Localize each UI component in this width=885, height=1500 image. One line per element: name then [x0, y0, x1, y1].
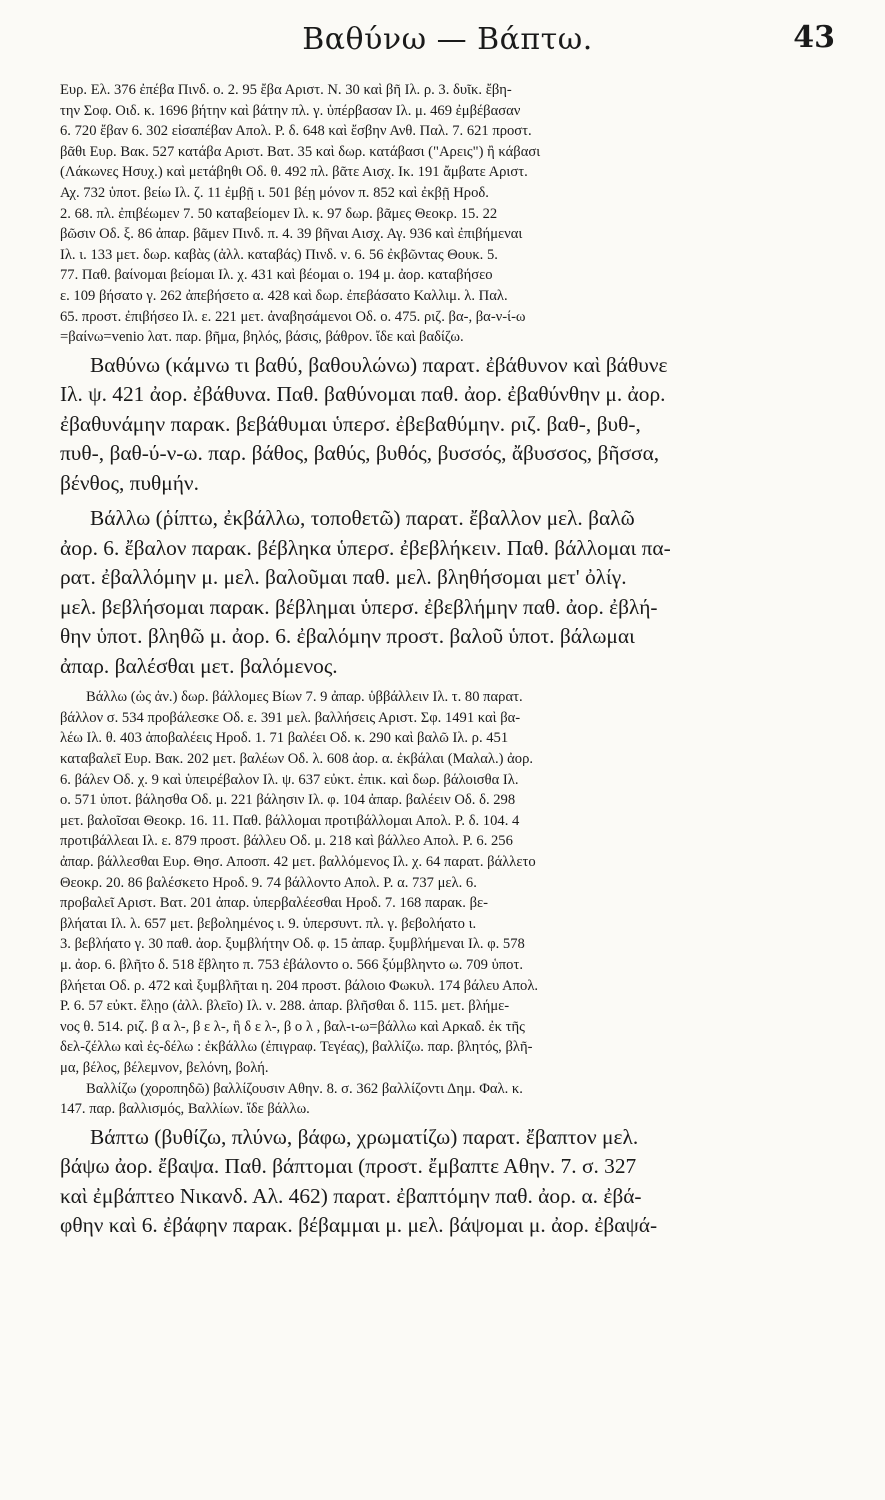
entry-line: 3. βεβλήατο γ. 30 παθ. ἀορ. ξυμβλήτην Οδ. φ. 15 ἀπαρ. ξυμβλήμεναι Ιλ. φ. 578 [60, 936, 525, 953]
entry-line: πυθ-, βαθ-ύ-ν-ω. παρ. βάθος, βαθύς, βυθός, βυσσός, ἄβυσσος, βῆσσα, [60, 441, 660, 466]
entry-line: φθην καὶ 6. ἐβάφην παρακ. βέβαμμαι μ. μελ. βάψομαι μ. ἀορ. ἐβαψά- [60, 1213, 658, 1238]
entry-line: ἀπαρ. βάλλεσθαι Ευρ. Θησ. Αποσπ. 42 μετ. βαλλόμενος Ιλ. χ. 64 παρατ. βάλλετο [60, 853, 536, 870]
entry-bathyno [60, 351, 835, 499]
dictionary-body [60, 80, 835, 1247]
entry-line: ο. 571 ὑποτ. βάλησθα Οδ. μ. 221 βάλησιν Ιλ. φ. 104 ἀπαρ. βαλέειν Οδ. δ. 298 [60, 792, 516, 809]
entry-line: μελ. βεβλήσομαι παρακ. βέβλημαι ὑπερσ. ἐβεβλήμην παθ. ἀορ. ἐβλή- [60, 594, 658, 619]
entry-line: ἀπαρ. βαλέσθαι μετ. βαλόμενος. [60, 653, 338, 678]
entry-line: την Σοφ. Οιδ. κ. 1696 βήτην καὶ βάτην πλ. γ. ὑπέρβασαν Ιλ. μ. 469 ἐμβέβασαν [60, 102, 521, 119]
entry-line: 65. προστ. ἐπιβήσεο Ιλ. ε. 221 μετ. ἀναβησάμενοι Οδ. ο. 475. ριζ. βα-, βα-ν-ί-ω [60, 308, 526, 325]
entry-ballizo [60, 1079, 835, 1120]
entry-line: μ. ἀορ. 6. βλῆτο δ. 518 ἔβλητο π. 753 ἐβάλοντο ο. 566 ξύμβληντο ω. 709 ὑποτ. [60, 956, 523, 973]
running-head: Βαθύνω — Βάπτω. [302, 22, 593, 57]
entry-line: βλήαται Ιλ. λ. 657 μετ. βεβολημένος ι. 9. ὑπερσυντ. πλ. γ. βεβολήατο ι. [60, 915, 477, 932]
entry-line: 77. Παθ. βαίνομαι βείομαι Ιλ. χ. 431 καὶ βέομαι ο. 194 μ. ἀορ. καταβήσεο [60, 267, 493, 284]
entry-line: Ρ. 6. 57 εὐκτ. ἔλῃο (ἀλλ. βλεῖο) Ιλ. ν. 288. ἀπαρ. βλῆσθαι δ. 115. μετ. βλήμε- [60, 998, 510, 1015]
entry-line: Βάλλω (ῥίπτω, ἐκβάλλω, τοποθετῶ) παρατ. ἔβαλλον μελ. βαλῶ [90, 506, 635, 531]
entry-line: ε. 109 βήσατο γ. 262 ἀπεβήσετο α. 428 καὶ δωρ. ἐπεβάσατο Καλλιμ. λ. Παλ. [60, 287, 508, 304]
entry-line: καὶ ἐμβάπτεο Νικανδ. Αλ. 462) παρατ. ἐβαπτόμην παθ. ἀορ. α. ἐβά- [60, 1183, 642, 1208]
page-number: 43 [793, 20, 835, 55]
entry-line: 6. 720 ἔβαν 6. 302 εἰσαπέβαν Απολ. Ρ. δ. 648 καὶ ἔσβην Ανθ. Παλ. 7. 621 προστ. [60, 123, 532, 140]
entry-line: βλήεται Οδ. ρ. 472 καὶ ξυμβλῆται η. 204 προστ. βάλοιο Φωκυλ. 174 βάλευ Απολ. [60, 977, 539, 994]
entry-line: βένθος, πυθμήν. [60, 470, 199, 495]
entry-line: Βαλλίζω (χοροπηδῶ) βαλλίζουσιν Αθην. 8. σ. 362 βαλλίζοντι Δημ. Φαλ. κ. [86, 1080, 523, 1097]
entry-line: Ιλ. ι. 133 μετ. δωρ. καβὰς (ἀλλ. καταβάς) Πινδ. ν. 6. 56 ἐκβῶντας Θουκ. 5. [60, 246, 498, 263]
entry-line: Αχ. 732 ὑποτ. βείω Ιλ. ζ. 11 ἐμβῇ ι. 501 βέῃ μόνον π. 852 καὶ ἐκβῇ Ηροδ. [60, 184, 489, 201]
entry-line: θην ὑποτ. βληθῶ μ. ἀορ. 6. ἐβαλόμην προστ. βαλοῦ ὑποτ. βάλωμαι [60, 624, 635, 649]
entry-line: 2. 68. πλ. ἐπιβέωμεν 7. 50 καταβείομεν Ιλ. κ. 97 δωρ. βᾶμες Θεοκρ. 15. 22 [60, 205, 498, 222]
entry-line: 6. βάλεν Οδ. χ. 9 καὶ ὑπειρέβαλον Ιλ. ψ. 637 εὐκτ. ἐπικ. καὶ δωρ. βάλοισθα Ιλ. [60, 771, 519, 788]
entry-line: Βάλλω (ὡς ἀν.) δωρ. βάλλομες Βίων 7. 9 ἀπαρ. ὑββάλλειν Ιλ. τ. 80 παρατ. [86, 689, 523, 706]
entry-line: 147. παρ. βαλλισμός, Βαλλίων. ἴδε βάλλω. [60, 1101, 310, 1118]
entry-line: προτιβάλλεαι Ιλ. ε. 879 προστ. βάλλευ Οδ. μ. 218 καὶ βάλλεο Απολ. Ρ. 6. 256 [60, 833, 513, 850]
entry-line: Θεοκρ. 20. 86 βαλέσκετο Ηροδ. 9. 74 βάλλοντο Απολ. Ρ. α. 737 μελ. 6. [60, 874, 477, 891]
entry-line: Ιλ. ψ. 421 ἀορ. ἐβάθυνα. Παθ. βαθύνομαι παθ. ἀορ. ἐβαθύνθην μ. ἀορ. [60, 382, 666, 407]
entry-batheu-continued [60, 80, 835, 348]
entry-line: βᾶθι Ευρ. Βακ. 527 κατάβα Αριστ. Βατ. 35 καὶ δωρ. κατάβασι ("Αρεις") ἢ κάβασι [60, 143, 541, 160]
entry-line: Βαθύνω (κάμνω τι βαθύ, βαθουλώνω) παρατ. ἐβάθυνον καὶ βάθυνε [90, 352, 668, 377]
entry-line: ρατ. ἐβαλλόμην μ. μελ. βαλοῦμαι παθ. μελ. βληθήσομαι μετ' ὀλίγ. [60, 565, 627, 590]
entry-line: ἐβαθυνάμην παρακ. βεβάθυμαι ὑπερσ. ἐβεβαθύμην. ριζ. βαθ-, βυθ-, [60, 411, 641, 436]
entry-line: νος θ. 514. ριζ. β α λ-, β ε λ-, ἢ δ ε λ-, β ο λ , βαλ-ι-ω=βάλλω καὶ Αρκαδ. ἐκ τῆς [60, 1018, 525, 1035]
entry-ballo [60, 504, 835, 681]
entry-line: λέω Ιλ. θ. 403 ἀποβαλέεις Ηροδ. 1. 71 βαλέει Οδ. κ. 290 καὶ βαλῶ Ιλ. ρ. 451 [60, 730, 509, 747]
entry-line: βῶσιν Οδ. ξ. 86 ἀπαρ. βᾶμεν Πινδ. π. 4. 39 βῆναι Αισχ. Αγ. 936 καὶ ἐπιβήμεναι [60, 226, 523, 243]
entry-line: =βαίνω=venio λατ. παρ. βῆμα, βηλός, βάσις, βάθρον. ἴδε καὶ βαδίζω. [60, 329, 464, 346]
entry-line: μα, βέλος, βέλεμνον, βελόνη, βολή. [60, 1059, 269, 1076]
entry-line: Βάπτω (βυθίζω, πλύνω, βάφω, χρωματίζω) παρατ. ἔβαπτον μελ. [90, 1124, 639, 1149]
entry-line: Ευρ. Ελ. 376 ἐπέβα Πινδ. ο. 2. 95 ἔβα Αριστ. Ν. 30 καὶ βῆ Ιλ. ρ. 3. δυῖκ. ἔβη- [60, 82, 512, 98]
entry-line: (Λάκωνες Ησυχ.) καὶ μετάβηθι Οδ. θ. 492 πλ. βᾶτε Αισχ. Ικ. 191 ἄμβατε Αριστ. [60, 164, 528, 181]
page-header [60, 18, 835, 64]
entry-line: μετ. βαλοῖσαι Θεοκρ. 16. 11. Παθ. βάλλομαι προτιβάλλομαι Απολ. Ρ. δ. 104. 4 [60, 812, 520, 829]
entry-line: καταβαλεῖ Ευρ. Βακ. 202 μετ. βαλέων Οδ. λ. 608 ἀορ. α. ἐκβάλαι (Μαλαλ.) ἀορ. [60, 751, 534, 767]
entry-line: βάψω ἀορ. ἔβαψα. Παθ. βάπτομαι (προστ. ἔμβαπτε Αθην. 7. σ. 327 [60, 1154, 637, 1179]
entry-bapto [60, 1123, 835, 1241]
entry-line: προβαλεῖ Αριστ. Βατ. 201 ἀπαρ. ὑπερβαλέεσθαι Ηροδ. 7. 168 παρακ. βε- [60, 895, 489, 912]
entry-ballo-details [60, 687, 835, 1078]
entry-line: βάλλον σ. 534 προβάλεσκε Οδ. ε. 391 μελ. βαλλήσεις Αριστ. Σφ. 1491 καὶ βα- [60, 709, 521, 726]
entry-line: δελ-ζέλλω καὶ ἐς-δέλω : ἐκβάλλω (ἐπιγραφ. Τεγέας), βαλλίζω. παρ. βλητός, βλῆ- [60, 1039, 533, 1056]
entry-line: ἀορ. 6. ἔβαλον παρακ. βέβληκα ὑπερσ. ἐβεβλήκειν. Παθ. βάλλομαι πα- [60, 535, 671, 560]
